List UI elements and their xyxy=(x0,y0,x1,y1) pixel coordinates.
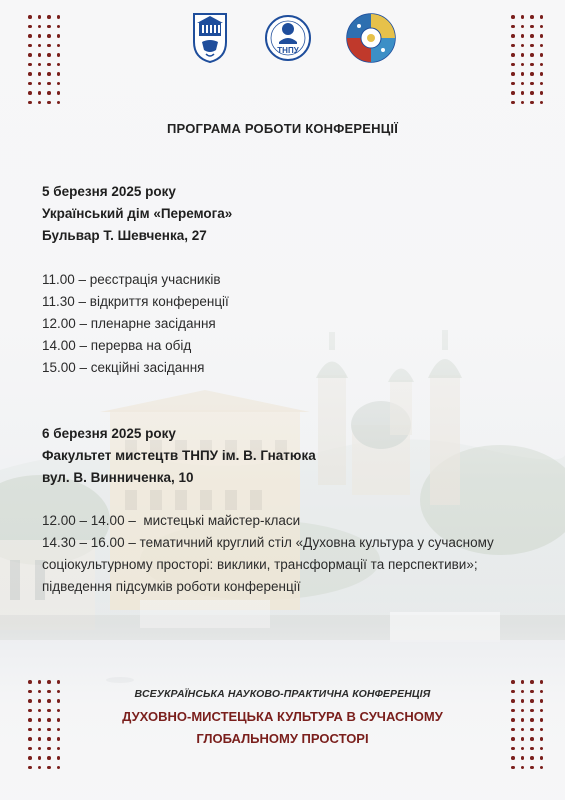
day1-header xyxy=(42,181,232,247)
conference-title-line1: ДУХОВНО-МИСТЕЦЬКА КУЛЬТУРА В СУЧАСНОМУ xyxy=(122,709,443,724)
schedule-item: 14.30 – 16.00 – тематичний круглий стіл «Духовна культура у сучасному соціокультурному просторі: виклики, трансформації та перспективи»; підведення підсумків роботи конференції xyxy=(42,535,494,594)
day2-date: 6 березня 2025 року xyxy=(42,426,176,441)
logo-row xyxy=(0,12,565,68)
conference-subtitle: ВСЕУКРАЇНСЬКА НАУКОВО-ПРАКТИЧНА КОНФЕРЕНЦІЯ xyxy=(134,688,431,700)
conference-title xyxy=(0,706,565,750)
day1-date: 5 березня 2025 року xyxy=(42,184,176,199)
conference-title-line2: ГЛОБАЛЬНОМУ ПРОСТОРІ xyxy=(196,731,369,746)
day2-schedule xyxy=(42,510,542,598)
day1-venue: Український дім «Перемога» xyxy=(42,206,233,221)
schedule-item: 11.00 – реєстрація учасників xyxy=(42,272,221,287)
schedule-item: 12.00 – пленарне засідання xyxy=(42,316,216,331)
schedule-item: 14.00 – перерва на обід xyxy=(42,338,192,353)
tnpu-logo xyxy=(265,12,311,64)
university-crest-logo xyxy=(192,12,228,64)
program-heading: ПРОГРАМА РОБОТИ КОНФЕРЕНЦІЇ xyxy=(166,121,399,136)
day1-address: Бульвар Т. Шевченка, 27 xyxy=(42,228,207,243)
tnpu-logo-text: ТНПУ xyxy=(277,46,299,55)
art-faculty-emblem-logo xyxy=(345,12,397,64)
day2-venue: Факультет мистецтв ТНПУ ім. В. Гнатюка xyxy=(42,448,316,463)
day1-schedule xyxy=(42,269,229,379)
schedule-item: 12.00 – 14.00 – мистецькі майстер-класи xyxy=(42,513,301,528)
day2-address: вул. В. Винниченка, 10 xyxy=(42,470,194,485)
day2-header xyxy=(42,423,316,489)
schedule-item: 15.00 – секційні засідання xyxy=(42,360,205,375)
schedule-item: 11.30 – відкриття конференції xyxy=(42,294,229,309)
conference-footer xyxy=(0,688,565,750)
